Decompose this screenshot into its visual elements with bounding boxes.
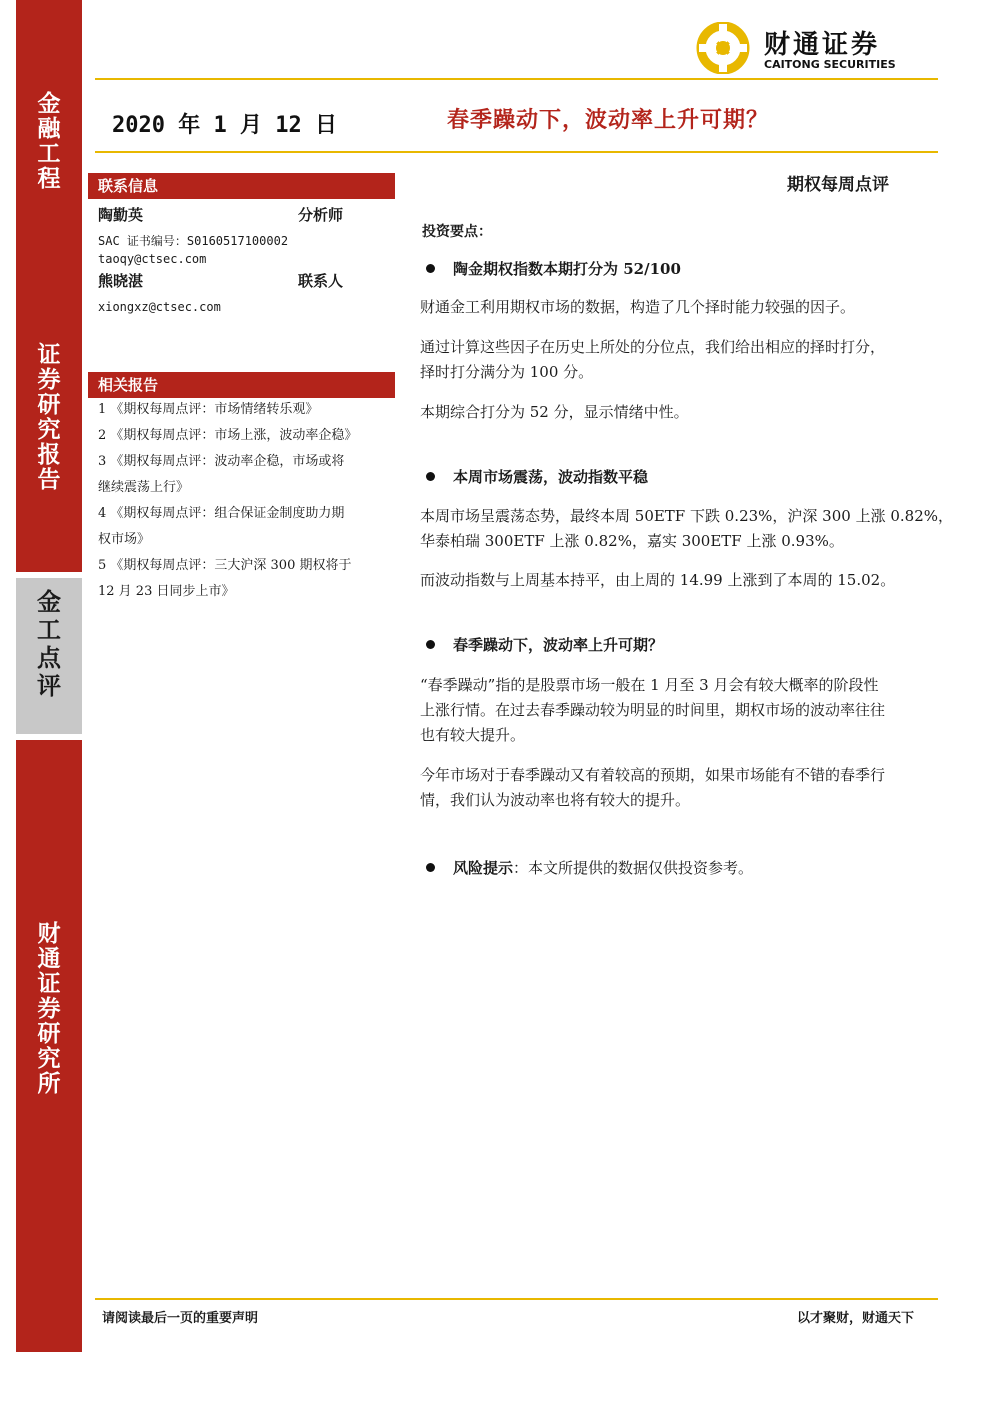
sidebar-top-block [16,0,82,572]
paragraph: 情，我们认为波动率也将有较大的提升。 [420,791,691,809]
logo-english-name: CAITONG SECURITIES [764,58,896,71]
paragraph: 通过计算这些因子在历史上所处的分位点，我们给出相应的择时打分， [420,338,886,356]
paragraph: 上涨行情。在过去春季躁动较为明显的时间里，期权市场的波动率往往 [420,701,886,719]
paragraph: 而波动指数与上周基本持平，由上周的 14.99 上涨到了本周的 15.02。 [420,571,896,589]
key-points-label: 投资要点： [422,224,492,240]
company-logo [692,22,922,74]
header-top-rule [95,78,938,80]
contact-person-role: 联系人 [298,272,344,290]
risk-label: 风险提示 [453,859,514,877]
paragraph: 择时打分满分为 100 分。 [420,363,594,381]
contact-section-header: 联系信息 [88,173,395,199]
paragraph: 本期综合打分为 52 分，显示情绪中性。 [420,403,689,421]
paragraph: 本周市场呈震荡态势，最终本周 50ETF 下跌 0.23%，沪深 300 上涨 0.82%， [420,507,953,525]
header-bottom-rule [95,151,938,153]
footer-slogan: 以才聚财，财通天下 [797,1311,915,1326]
bullet-icon [426,472,435,481]
bullet-heading-spring: 春季躁动下，波动率上升可期？ [426,634,663,655]
related-reports-list [98,397,398,605]
sidebar-label-quant-review: 金 工 点 评 [37,588,61,700]
analyst-sac-number: SAC 证书编号：S0160517100002 [98,234,289,248]
list-item[interactable]: 权市场》 [98,532,151,547]
bullet-heading-index-score: 陶金期权指数本期打分为 52/100 [426,258,681,279]
sidebar-gray-block [16,578,82,734]
list-item[interactable]: 继续震荡上行》 [98,480,190,495]
analyst-email[interactable]: taoqy@ctsec.com [98,252,207,266]
analyst-name: 陶勤英 [98,206,144,224]
bullet-icon [426,640,435,649]
risk-text: ：本文所提供的数据仅供投资参考。 [513,859,754,877]
paragraph: 也有较大提升。 [420,726,526,744]
bullet-icon [426,863,435,872]
logo-emblem-icon [692,22,754,74]
related-reports-header: 相关报告 [88,372,395,398]
report-date: 2020 年 1 月 12 日 [112,113,337,138]
paragraph: “春季躁动”指的是股票市场一般在 1 月至 3 月会有较大概率的阶段性 [420,676,879,694]
sidebar-label-research-institute: 财 通 证 券 研 究 所 [37,921,61,1097]
analyst-role: 分析师 [298,206,344,224]
contact-person-email[interactable]: xiongxz@ctsec.com [98,300,221,314]
paragraph: 财通金工利用期权市场的数据，构造了几个择时能力较强的因子。 [420,298,856,316]
bullet-icon [426,264,435,273]
risk-warning [426,857,753,878]
report-type: 期权每周点评 [787,175,889,195]
paragraph: 今年市场对于春季躁动又有着较高的预期，如果市场能有不错的春季行 [420,766,886,784]
list-item[interactable]: 12 月 23 日同步上市》 [98,584,235,599]
list-item[interactable]: 4 《期权每周点评：组合保证金制度助力期 [98,506,345,521]
report-title: 春季躁动下，波动率上升可期？ [447,107,770,133]
sidebar-bottom-block [16,740,82,1352]
sidebar-label-finance-engineering: 金 融 工 程 [37,91,61,192]
list-item[interactable]: 2 《期权每周点评：市场上涨，波动率企稳》 [98,428,358,443]
contact-person-name: 熊晓湛 [98,272,144,290]
bullet-heading-market: 本周市场震荡，波动指数平稳 [426,466,648,487]
list-item[interactable]: 5 《期权每周点评：三大沪深 300 期权将于 [98,558,352,573]
paragraph: 华泰柏瑞 300ETF 上涨 0.82%，嘉实 300ETF 上涨 0.93%。 [420,532,844,550]
list-item[interactable]: 3 《期权每周点评：波动率企稳，市场或将 [98,454,345,469]
logo-chinese-name: 财通证券 [764,30,881,60]
list-item[interactable]: 1 《期权每周点评：市场情绪转乐观》 [98,402,319,417]
footer-rule [95,1298,938,1300]
footer-disclaimer-link[interactable]: 请阅读最后一页的重要声明 [102,1311,259,1326]
sidebar-label-research-report: 证 券 研 究 报 告 [37,342,61,493]
